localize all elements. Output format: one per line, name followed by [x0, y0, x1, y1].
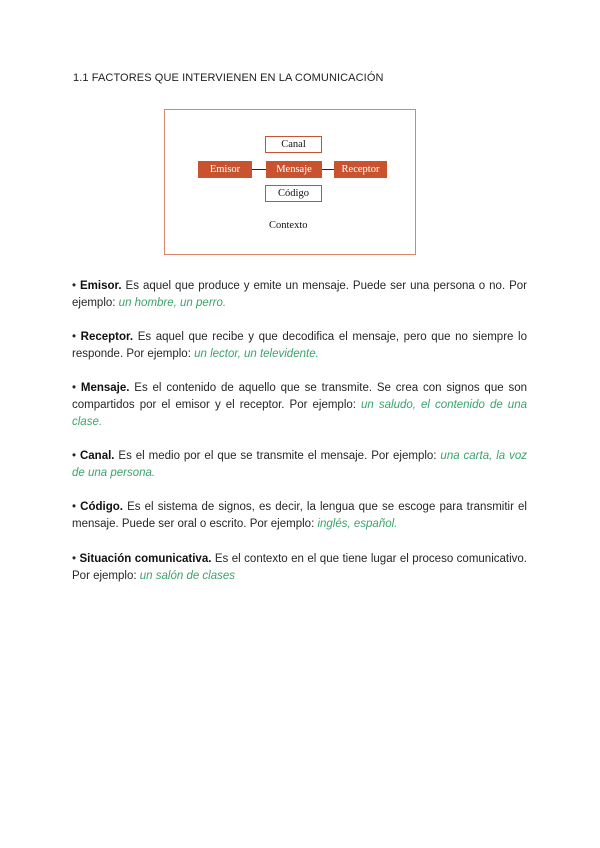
definition-text: Es el medio por el que se transmite el mensaje. Por ejemplo: — [114, 450, 441, 462]
term: Receptor. — [80, 331, 134, 343]
term: Mensaje. — [80, 382, 130, 394]
example-text: un salón de clases — [139, 570, 236, 582]
diagram-label-contexto: Contexto — [269, 220, 308, 231]
definition-text: Es aquel que produce y emite un mensaje. Puede ser una persona o no. Por ejemplo: — [72, 280, 528, 309]
definition-receptor — [72, 329, 527, 363]
bullet: • — [72, 331, 77, 343]
connector-line — [252, 169, 266, 170]
definition-text: Es aquel que recibe y que decodifica el mensaje, pero que no siempre lo responde. Por ejemplo: — [72, 331, 527, 360]
example-text: inglés, español. — [317, 518, 398, 530]
definition-canal — [72, 448, 527, 482]
bullet: • — [72, 450, 77, 462]
section-heading: 1.1 FACTORES QUE INTERVIENEN EN LA COMUNICACIÓN — [73, 72, 384, 84]
connector-line — [322, 169, 334, 170]
definition-text: Es el contexto en el que tiene lugar el proceso comunicativo. Por ejemplo: — [72, 553, 527, 582]
definition-text: Es el contenido de aquello que se transmite. Se crea con signos que son compartidos por el emisor y el receptor. Por ejemplo: — [72, 382, 527, 411]
definition-text: Es el sistema de signos, es decir, la lengua que se escoge para transmitir el mensaje. Puede ser oral o escrito. Por ejemplo: — [72, 501, 527, 530]
diagram-box-canal: Canal — [265, 136, 322, 153]
term: Canal. — [79, 450, 115, 462]
definition-codigo — [72, 499, 527, 533]
definition-situacion-comunicativa — [72, 551, 527, 585]
example-text: un saludo, el contenido de una clase. — [72, 399, 527, 428]
bullet: • — [72, 553, 77, 565]
example-text: un hombre, un perro. — [118, 297, 227, 309]
definition-emisor — [72, 278, 527, 312]
term: Código. — [80, 501, 123, 513]
term: Emisor. — [80, 280, 122, 292]
example-text: un lector, un televidente. — [194, 348, 319, 360]
term: Situación comunicativa. — [79, 553, 212, 565]
example-text: una carta, la voz de una persona. — [72, 450, 527, 479]
bullet: • — [72, 280, 77, 292]
communication-diagram — [164, 109, 416, 255]
diagram-box-mensaje: Mensaje — [266, 161, 322, 178]
bullet: • — [72, 382, 77, 394]
diagram-box-emisor: Emisor — [198, 161, 252, 178]
definition-mensaje — [72, 380, 527, 431]
diagram-box-codigo: Código — [265, 185, 322, 202]
bullet: • — [72, 501, 77, 513]
diagram-box-receptor: Receptor — [334, 161, 387, 178]
